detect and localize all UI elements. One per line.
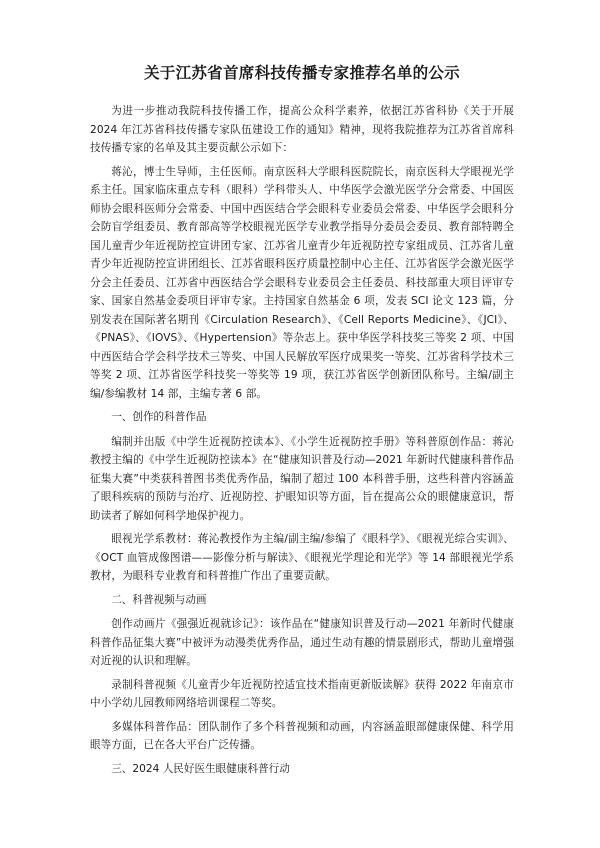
intro-paragraph: 为进一步推动我院科技传播工作，提高公众科学素养，依据江苏省科协《关于开展 2024 年江苏省科技传播专家队伍建设工作的通知》精神，现将我院推荐为江苏省首席科技传播专家的名单及其主要贡献公示如下： (90, 105, 514, 154)
document-title: 关于江苏省首席科技传播专家推荐名单的公示 (143, 64, 460, 82)
section-heading-videos: 二、科普视频与动画 (111, 593, 207, 606)
works-paragraph-textbooks: 眼视光学系教材：蒋沁教授作为主编/副主编/参编了《眼科学》、《眼视光综合实训》、《OCT 血管成像图谱——影像分析与解读》、《眼视光学理论和光学》等 14 部眼视光学系教材，为眼科专业教育和科普推广作出了重要贡献。 (90, 533, 514, 582)
section-heading-works: 一、创作的科普作品 (111, 411, 207, 423)
videos-paragraph-multimedia: 多媒体科普作品：团队制作了多个科普视频和动画，内容涵盖眼部健康保健、科学用眼等方面，已在各大平台广泛传播。 (90, 720, 514, 751)
section-heading-campaign: 三、2024 人民好医生眼健康科普行动 (111, 762, 290, 775)
works-paragraph-books: 编制并出版《中学生近视防控读本》、《小学生近视防控手册》等科普原创作品：蒋沁教授主编的《中学生近视防控读本》在“健康知识普及行动—2021 年新时代健康科普作品征集大赛”中类获科普图书类优秀作品，编制了超过 100 本科普手册，这些科普内容涵盖了眼科疾病的预防与治疗、近视防控、护眼知识等方面，旨在提高公众的眼健康意识，帮助读者了解如何科学地保护视力。 (90, 435, 514, 522)
expert-bio-paragraph: 蒋沁，博士生导师，主任医师。南京医科大学眼科医院院长，南京医科大学眼视光学系主任。国家临床重点专科（眼科）学科带头人、中华医学会激光医学分会常委、中国医师协会眼科医师分会常委、中国中西医结合学会眼科专业委员会常委、中华医学会眼科分会防盲学组委员、教育部高等学校眼视光医学专业教学指导分委员会委员、教育部特聘全国儿童青少年近视防控宣讲团专家、江苏省儿童青少年近视防控专家组成员、江苏省儿童青少年近视防控宣讲团组长、江苏省眼科医疗质量控制中心主任、江苏省医学会激光医学分会主任委员、江苏省中西医结合学会眼科专业委员会主任委员、科技部重大项目评审专家、国家自然基金委项目评审专家。主持国家自然基金 6 项，发表 SCI 论文 123 篇，分别发表在国际著名期刊《Circulation Research》、《Cell Reports Medicine》、《JCI》、《PNAS》、《IOVS》、《Hypertension》等杂志上。获中华医学科技奖三等奖 2 项、中国中西医结合学会科学技术三等奖、中国人民解放军医疗成果奖一等奖、江苏省科学技术三等奖 2 项、江苏省医学科技奖一等奖等 19 项，获江苏省医学创新团队称号。主编/副主编/参编教材 14 部，主编专著 6 部。 (90, 165, 514, 400)
videos-paragraph-animation: 创作动画片《强强近视就诊记》：该作品在“健康知识普及行动—2021 年新时代健康科普作品征集大赛”中被评为动漫类优秀作品，通过生动有趣的情景剧形式，帮助儿童增强对近视的认识和理解。 (90, 618, 514, 667)
videos-paragraph-recording: 录制科普视频《儿童青少年近视防控适宜技术指南更新版读解》获得 2022 年南京市中小学幼儿园教师网络培训课程二等奖。 (90, 678, 514, 709)
